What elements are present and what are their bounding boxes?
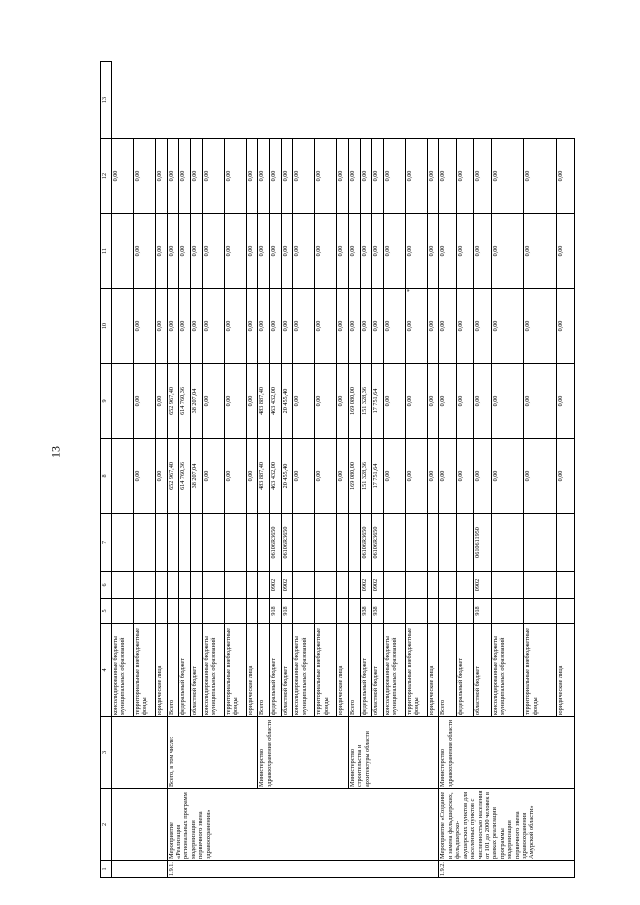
code-cell: [112, 572, 134, 599]
code-target: [439, 514, 456, 572]
section-description: Мероприятие «Реализация региональных программ модернизации первичного звена здравоохранения»: [167, 789, 439, 861]
amount-cell: 0,00: [474, 289, 491, 364]
amount-cell: 0,00: [293, 214, 315, 289]
amount-cell: 0,00: [293, 139, 315, 214]
amount-cell: 0,00: [557, 439, 575, 514]
code-target: [258, 514, 270, 572]
amount-cell: 0,00: [360, 139, 372, 214]
amount-cell: 0,00: [383, 439, 405, 514]
source-type-cell: областной бюджет: [372, 624, 384, 717]
amount-cell: 0,00: [474, 364, 491, 439]
amount-cell: 17 751,64: [372, 439, 384, 514]
amount-cell: [405, 214, 427, 292]
source-type-cell: областной бюджет: [190, 624, 202, 717]
amount-cell: 0,00: [167, 139, 179, 214]
amount-cell: 0,00: [246, 214, 258, 289]
code-target: [315, 514, 337, 572]
column-header: 13: [101, 62, 112, 139]
code-target: 06106R3650: [281, 514, 293, 572]
table-row: [348, 62, 360, 878]
amount-cell: 0,00: [439, 139, 456, 214]
code-section: [439, 572, 456, 599]
amount-cell: 0,00: [315, 439, 337, 514]
amount-cell: 0,00: [524, 214, 557, 289]
amount-cell: 0,00: [491, 289, 524, 364]
description-cell: [112, 789, 168, 861]
amount-cell: 0,00: [348, 214, 360, 289]
code-ministry: [456, 599, 473, 624]
code-cell: [155, 514, 167, 572]
code-ministry: 938: [372, 599, 384, 624]
table-body: [101, 62, 575, 878]
amount-cell: 0,00: [427, 364, 439, 439]
amount-cell: 0,00: [524, 439, 557, 514]
source-type-cell: консолидированные бюджеты муниципальных образований: [491, 624, 524, 717]
amount-cell: 0,00: [315, 214, 337, 289]
amount-value: 0,00: [405, 245, 413, 257]
amount-cell: 0,00: [315, 364, 337, 439]
amount-cell: 0,00: [524, 364, 557, 439]
amount-cell: 0,00: [155, 439, 167, 514]
executor-cell: Министерство здравоохранения области: [439, 717, 575, 789]
source-type-cell: территориальные внебюджетные фонды: [524, 624, 557, 717]
amount-cell: 0,00: [246, 439, 258, 514]
source-type-cell: территориальные внебюджетные фонды: [133, 624, 155, 717]
amount-cell: 0,00: [155, 364, 167, 439]
code-section: [167, 572, 179, 599]
amount-cell: 0,00: [190, 139, 202, 214]
funding-table: [100, 61, 575, 878]
column-header: 8: [101, 439, 112, 514]
amount-cell: 0,00: [258, 289, 270, 364]
amount-cell: 17 751,64: [372, 364, 384, 439]
amount-cell: 0,00: [269, 214, 281, 289]
amount-cell: 0,00: [202, 139, 224, 214]
executor-cell: Министерство здравоохранения области: [258, 717, 349, 789]
amount-cell: 0,00: [348, 289, 360, 364]
amount-cell: 0,00: [179, 289, 191, 364]
code-cell: [133, 572, 155, 599]
source-type-cell: федеральный бюджет: [360, 624, 372, 717]
amount-cell: 38 207,04: [190, 439, 202, 514]
amount-cell: [112, 214, 134, 289]
code-cell: [112, 599, 134, 624]
amount-cell: 169 080,00: [348, 364, 360, 439]
amount-cell: 0,00: [372, 139, 384, 214]
code-section: [315, 572, 337, 599]
code-cell: [112, 514, 134, 572]
code-target: [224, 514, 246, 572]
source-type-cell: федеральный бюджет: [179, 624, 191, 717]
amount-cell: 0,00: [155, 139, 167, 214]
amount-cell: 0,00: [456, 139, 473, 214]
code-section: [405, 572, 427, 599]
amount-cell: 0,00: [405, 439, 427, 514]
amount-cell: 0,00: [202, 439, 224, 514]
code-section: [456, 572, 473, 599]
column-header: 1: [101, 861, 112, 878]
code-ministry: [167, 599, 179, 624]
amount-cell: 0,00: [246, 364, 258, 439]
code-section: [224, 572, 246, 599]
amount-cell: 0,00: [269, 289, 281, 364]
column-header: 6: [101, 572, 112, 599]
source-type-cell: Всего: [258, 624, 270, 717]
source-type-cell: консолидированные бюджеты муниципальных образований: [383, 624, 405, 717]
code-ministry: 918: [474, 599, 491, 624]
code-target: [293, 514, 315, 572]
column-header: 5: [101, 599, 112, 624]
column-header: 4: [101, 624, 112, 717]
amount-cell: 0,00: [202, 364, 224, 439]
amount-cell: 0,00: [293, 364, 315, 439]
amount-cell: 169 080,00: [348, 439, 360, 514]
source-type-cell: областной бюджет: [281, 624, 293, 717]
amount-cell: 0,00: [293, 289, 315, 364]
code-target: 0610611950: [474, 514, 491, 572]
code-target: [167, 514, 179, 572]
amount-cell: 0,00: [439, 439, 456, 514]
code-ministry: [190, 599, 202, 624]
amount-cell: 0,00: [348, 139, 360, 214]
code-cell: [155, 599, 167, 624]
amount-cell: 0,00: [258, 139, 270, 214]
section-number: 1.9.2.: [439, 861, 575, 878]
source-type-cell: Всего: [348, 624, 360, 717]
amount-cell: 0,00: [337, 364, 349, 439]
code-section: 0902: [360, 572, 372, 599]
code-ministry: [246, 599, 258, 624]
amount-cell: 652 967,40: [167, 439, 179, 514]
amount-cell: 38 207,04: [190, 364, 202, 439]
source-type-cell: Всего: [167, 624, 179, 717]
code-target: [190, 514, 202, 572]
code-section: [258, 572, 270, 599]
code-section: [190, 572, 202, 599]
amount-cell: 0,00: [281, 289, 293, 364]
amount-cell: 0,00: [133, 289, 155, 364]
code-section: 0902: [269, 572, 281, 599]
amount-cell: 0,00: [155, 214, 167, 289]
amount-cell: 0,00: [360, 214, 372, 289]
amount-cell: 0,00: [179, 214, 191, 289]
code-cell: [133, 599, 155, 624]
amount-cell: 0,00: [224, 139, 246, 214]
column-header: 11: [101, 214, 112, 289]
amount-cell: 614 760,36: [179, 364, 191, 439]
section-description: Мероприятие «Создание и замена фельдшерских, фельдшерско-акушерских пунктов для населенных пунктов с численностью населения от 101 до 2000 человек в рамках реализации программы модернизации первичного звена здравоохранения Амурской области»: [439, 789, 575, 861]
amount-cell: 0,00: [474, 214, 491, 289]
column-header: 9: [101, 364, 112, 439]
amount-cell: 0,00: [491, 439, 524, 514]
code-target: 06106R3650: [269, 514, 281, 572]
code-ministry: [383, 599, 405, 624]
source-type-cell: областной бюджет: [474, 624, 491, 717]
code-ministry: [348, 599, 360, 624]
amount-cell: 0,00: [269, 139, 281, 214]
code-section: [427, 572, 439, 599]
code-ministry: [224, 599, 246, 624]
executor-cell: Министерство строительства и архитектуры области: [348, 717, 439, 789]
source-type-cell: Всего: [439, 624, 456, 717]
code-section: [557, 572, 575, 599]
amount-cell: 652 967,40: [167, 364, 179, 439]
amount-cell: 20 455,40: [281, 439, 293, 514]
executor-cell: Всего, в том числе:: [167, 717, 258, 789]
amount-cell: 0,00: [405, 364, 427, 439]
code-target: [179, 514, 191, 572]
code-target: 06106R3650: [360, 514, 372, 572]
column-header: 3: [101, 717, 112, 789]
amount-cell: [112, 289, 134, 364]
column-header: 10: [101, 289, 112, 364]
amount-cell: 0,00: [439, 364, 456, 439]
code-cell: [155, 572, 167, 599]
amount-cell: 463 432,00: [269, 439, 281, 514]
code-section: [337, 572, 349, 599]
section-number: 1.9.1.: [167, 861, 439, 878]
code-ministry: [337, 599, 349, 624]
amount-cell: 0,00: [524, 139, 557, 214]
amount-cell: 0,00: [133, 364, 155, 439]
amount-cell: 0,00: [456, 439, 473, 514]
amount-cell: 0,00: [383, 214, 405, 289]
amount-cell: 483 887,40: [258, 364, 270, 439]
amount-cell: 0,00: [224, 364, 246, 439]
amount-cell: 0,00: [224, 289, 246, 364]
column-header: 2: [101, 789, 112, 861]
amount-cell: 614 760,36: [179, 439, 191, 514]
column-header: 12: [101, 139, 112, 214]
amount-cell: 0,00: [179, 139, 191, 214]
source-type-cell: консолидированные бюджеты муниципальных образований: [202, 624, 224, 717]
code-ministry: [258, 599, 270, 624]
code-ministry: 918: [281, 599, 293, 624]
amount-cell: 0,00: [190, 289, 202, 364]
code-target: [405, 514, 427, 572]
code-target: [383, 514, 405, 572]
amount-cell: 0,00: [372, 214, 384, 289]
code-cell: [133, 514, 155, 572]
amount-cell: 0,00: [281, 214, 293, 289]
amount-cell: 0,00: [491, 364, 524, 439]
amount-cell: 0,00: [202, 289, 224, 364]
code-ministry: [427, 599, 439, 624]
source-type-cell: юридические лица: [155, 624, 167, 717]
code-ministry: [557, 599, 575, 624]
amount-cell: 0,00: [474, 139, 491, 214]
table-row: [112, 62, 134, 878]
amount-cell: 0,00: [133, 139, 155, 214]
code-section: [524, 572, 557, 599]
amount-cell: 0,00: [427, 214, 439, 289]
source-type-cell: федеральный бюджет: [456, 624, 473, 717]
amount-cell: 0,00: [557, 289, 575, 364]
amount-cell: 0,00: [474, 439, 491, 514]
amount-cell: 0,00: [133, 214, 155, 289]
amount-cell: 0,00: [224, 439, 246, 514]
amount-cell: 0,00: [224, 214, 246, 289]
amount-cell: 0,00: [155, 289, 167, 364]
amount-cell: 0,00: [112, 139, 134, 214]
amount-cell: [112, 364, 134, 439]
amount-cell: 483 887,40: [258, 439, 270, 514]
amount-cell: 0,00: [557, 364, 575, 439]
code-ministry: [179, 599, 191, 624]
source-type-cell: юридические лица: [337, 624, 349, 717]
amount-cell: 0,00: [337, 214, 349, 289]
table-row: [167, 62, 179, 878]
amount-cell: 0,00: [524, 289, 557, 364]
amount-cell: 0,00: [190, 214, 202, 289]
amount-cell: 0,00: [557, 139, 575, 214]
amount-cell: 0,00: [202, 214, 224, 289]
rotated-table-container: [100, 62, 575, 878]
code-ministry: 938: [360, 599, 372, 624]
source-type-cell: консолидированные бюджеты муниципальных образований: [112, 624, 134, 717]
source-type-cell: территориальные внебюджетные фонды: [405, 624, 427, 717]
code-ministry: [491, 599, 524, 624]
amount-cell: 0,00: [405, 289, 427, 364]
code-ministry: [202, 599, 224, 624]
table-row: [258, 62, 270, 878]
amount-cell: [112, 439, 134, 514]
code-ministry: 918: [269, 599, 281, 624]
page-number: 13: [48, 446, 63, 458]
amount-cell: 0,00: [281, 139, 293, 214]
amount-cell: 0,00: [315, 139, 337, 214]
code-target: [557, 514, 575, 572]
code-section: 0902: [372, 572, 384, 599]
amount-cell: 0,00: [427, 139, 439, 214]
table-row: [439, 62, 456, 878]
code-ministry: [405, 599, 427, 624]
source-type-cell: территориальные внебюджетные фонды: [224, 624, 246, 717]
column-header: 7: [101, 514, 112, 572]
code-target: [456, 514, 473, 572]
amount-cell: 0,00: [383, 139, 405, 214]
code-section: [293, 572, 315, 599]
code-section: [383, 572, 405, 599]
amount-cell: 0,00: [383, 364, 405, 439]
amount-cell: 0,00: [427, 439, 439, 514]
header-row: [101, 62, 112, 878]
amount-cell: 0,00: [439, 214, 456, 289]
amount-cell: 0,00: [491, 139, 524, 214]
code-ministry: [315, 599, 337, 624]
note-mark: *: [406, 289, 413, 292]
code-target: [427, 514, 439, 572]
source-type-cell: территориальные внебюджетные фонды: [315, 624, 337, 717]
source-type-cell: юридические лица: [557, 624, 575, 717]
amount-cell: 0,00: [456, 289, 473, 364]
amount-cell: 151 328,36: [360, 364, 372, 439]
amount-cell: 0,00: [167, 289, 179, 364]
code-section: [202, 572, 224, 599]
amount-cell: 0,00: [337, 289, 349, 364]
amount-cell: 20 455,40: [281, 364, 293, 439]
amount-cell: 0,00: [293, 439, 315, 514]
code-target: [524, 514, 557, 572]
amount-cell: 463 432,00: [269, 364, 281, 439]
amount-cell: 0,00: [456, 214, 473, 289]
code-section: 0902: [281, 572, 293, 599]
executor-cell: [112, 717, 168, 789]
code-ministry: [524, 599, 557, 624]
code-section: [179, 572, 191, 599]
code-target: [348, 514, 360, 572]
amount-cell: 0,00: [439, 289, 456, 364]
code-target: 06106R3650: [372, 514, 384, 572]
code-target: [337, 514, 349, 572]
amount-cell: 0,00: [258, 214, 270, 289]
code-section: [491, 572, 524, 599]
amount-cell: 0,00: [315, 289, 337, 364]
amount-cell: 0,00: [427, 289, 439, 364]
source-type-cell: консолидированные бюджеты муниципальных образований: [293, 624, 315, 717]
amount-cell: 0,00: [337, 139, 349, 214]
amount-cell: 0,00: [405, 139, 427, 214]
code-ministry: [293, 599, 315, 624]
source-type-cell: федеральный бюджет: [269, 624, 281, 717]
amount-cell: 0,00: [133, 439, 155, 514]
amount-cell: 0,00: [557, 214, 575, 289]
code-section: [246, 572, 258, 599]
code-target: [246, 514, 258, 572]
amount-cell: 0,00: [383, 289, 405, 364]
source-type-cell: юридические лица: [246, 624, 258, 717]
amount-cell: 0,00: [360, 289, 372, 364]
code-target: [202, 514, 224, 572]
amount-cell: 151 328,36: [360, 439, 372, 514]
amount-cell: 0,00: [456, 364, 473, 439]
number-cell: [112, 861, 168, 878]
amount-cell: 0,00: [372, 289, 384, 364]
amount-cell: 0,00: [167, 214, 179, 289]
amount-cell: 0,00: [246, 139, 258, 214]
code-section: [348, 572, 360, 599]
source-type-cell: юридические лица: [427, 624, 439, 717]
amount-cell: 0,00: [337, 439, 349, 514]
code-section: 0902: [474, 572, 491, 599]
amount-cell: 0,00: [491, 214, 524, 289]
code-ministry: [439, 599, 456, 624]
code-target: [491, 514, 524, 572]
amount-cell: 0,00: [246, 289, 258, 364]
